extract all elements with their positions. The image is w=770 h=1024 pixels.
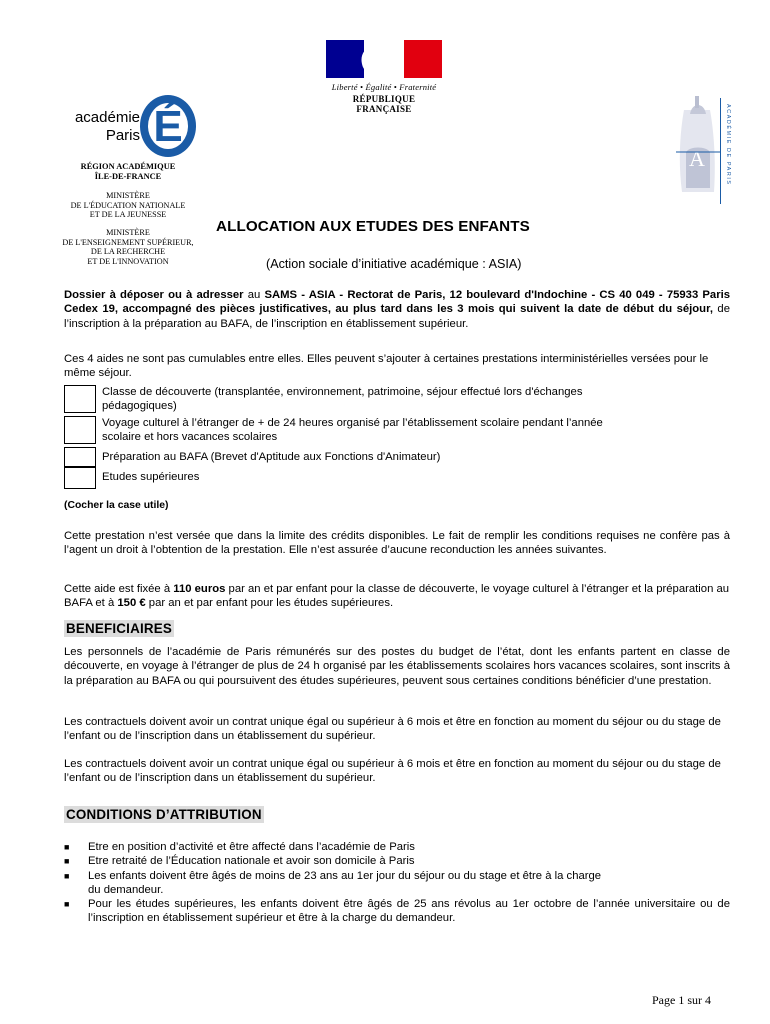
section-heading-conditions: CONDITIONS D’ATTRIBUTION [66, 807, 262, 822]
document-subtitle: (Action sociale d’initiative académique : ASIA) [266, 257, 522, 271]
section-heading-beneficiaires: BENEFICIAIRES [66, 621, 173, 636]
list-item: ■ Pour les études supérieures, les enfants doivent être âgés de 25 ans révolus au 1er octobre de l’année universitaire ou de l’inscription en établissement supérieur et être à la charge du demandeur. [64, 898, 730, 925]
academie-line2: Paris [105, 127, 140, 144]
montant-text2: par an et par enfant pour la classe de découverte, le voyage culturel à l’étranger et la préparation au BAFA et à [64, 583, 730, 610]
option-line: scolaire et hors vacances scolaires [102, 431, 278, 444]
document-title: ALLOCATION AUX ETUDES DES ENFANTS [216, 218, 530, 235]
region-academique: RÉGION ACADÉMIQUE ÎLE-DE-FRANCE [80, 162, 176, 181]
montant-text1: Cette aide est fixée à [64, 583, 174, 595]
option-line: Voyage culturel à l’étranger de + de 24 heures organisé par l’établissement scolaire pendant l’année [102, 417, 603, 429]
montant-paragraph [64, 582, 730, 611]
academie-seal-icon [670, 92, 730, 210]
checkbox-etudes-superieures[interactable] [64, 467, 96, 489]
dossier-paragraph [64, 288, 730, 331]
option-line: Classe de découverte (transplantée, environnement, patrimoine, séjour effectué lors d'échanges [102, 386, 583, 398]
dossier-text1: au [243, 289, 265, 301]
option-line: Etudes supérieures [102, 471, 200, 483]
list-item: ■ Les enfants doivent être âgés de moins de 23 ans au 1er jour du séjour ou du stage et être à la charge du demandeur. [64, 869, 602, 896]
seal-text: ACADÉMIE DE PARIS [725, 104, 731, 186]
list-item: ■ Etre retraité de l’Éducation nationale et avoir son domicile à Paris [64, 855, 415, 868]
montant-text3: par an et par enfant pour les études supérieures. [145, 597, 394, 610]
academie-line1: académie [74, 109, 140, 126]
list-item: ■ Etre en position d’activité et être affecté dans l’académie de Paris [64, 841, 415, 853]
montant-150: 150 € [117, 597, 146, 610]
beneficiaires-paragraph: Les personnels de l’académie de Paris rémunérés sur des postes du budget de l’état, dont les enfants partent en classe de découverte, en voyage à l’étranger de plus de 24 h organisé par les établissements scolaires hors vacances scolaires, sont inscrits à la préparation au BAFA ou qui poursuivent des études supérieures, peuvent sous certaines conditions bénéficier d’une prestation. [64, 646, 730, 687]
limite-paragraph: Cette prestation n’est versée que dans la limite des crédits disponibles. Le fait de remplir les conditions requises ne confère pas à l’agent un droit à l’obtention de la prestation. Elle n’est assurée d’aucune reconduction les années suivantes. [64, 530, 730, 557]
checkbox-voyage-culturel[interactable] [64, 416, 96, 444]
rf-name: RÉPUBLIQUE FRANÇAISE [352, 94, 416, 114]
cocher-note: (Cocher la case utile) [64, 500, 169, 511]
contractuels-paragraph: Les contractuels doivent avoir un contrat unique égal ou supérieur à 6 mois et être en fonction au moment du séjour ou du stage de l’enfant ou de l’inscription dans un établissement du supérieur. [64, 716, 721, 743]
marianne-flag-icon [326, 40, 442, 78]
dossier-bold1: Dossier à déposer ou à adresser [64, 289, 244, 301]
bullet-icon: ■ [64, 842, 70, 852]
academie-letter: É [153, 102, 183, 151]
ministere-enseignement-superieur: MINISTÈRE DE L'ENSEIGNEMENT SUPÉRIEUR, DE LA RECHERCHE ET DE L'INNOVATION [62, 227, 194, 266]
no-cumul-paragraph: Ces 4 aides ne sont pas cumulables entre elles. Elles peuvent s’ajouter à certaines prestations interministérielles versées pour le même séjour. [64, 353, 709, 380]
ministere-education: MINISTÈRE DE L'ÉDUCATION NATIONALE ET DE LA JEUNESSE [70, 191, 186, 220]
montant-110: 110 euros [173, 583, 226, 595]
conditions-list [64, 840, 730, 926]
contractuels-paragraph-repeat: Les contractuels doivent avoir un contrat unique égal ou supérieur à 6 mois et être en fonction au moment du séjour ou du stage de l’enfant ou de l’inscription dans un établissement du supérieur. [64, 758, 721, 785]
bullet-icon: ■ [64, 856, 70, 867]
svg-text:A: A [689, 146, 705, 171]
checkbox-classe-decouverte[interactable] [64, 385, 96, 413]
academie-paris-logo [74, 92, 198, 158]
checkbox-bafa[interactable] [64, 447, 96, 467]
option-line: pédagogiques) [102, 400, 177, 413]
rf-motto: Liberté • Égalité • Fraternité [331, 82, 437, 92]
ministere-block [40, 162, 216, 266]
option-line: Préparation au BAFA (Brevet d'Aptitude aux Fonctions d'Animateur) [102, 451, 441, 463]
bullet-icon: ■ [64, 870, 70, 881]
bullet-icon: ■ [64, 899, 70, 910]
page-number: Page 1 sur 4 [652, 993, 711, 1007]
dossier-text2: de l’inscription à la préparation au BAFA, de l’inscription en établissement supérieur. [64, 303, 730, 330]
dossier-bold2: SAMS - ASIA - Rectorat de Paris, 12 boulevard d'Indochine - CS 40 049 - 75933 Paris Cedex 19, accompagné des pièces justificatives, au plus tard dans les 3 mois qui suivent la date de début du séjour, [64, 289, 731, 316]
republique-francaise-logo [326, 40, 442, 114]
